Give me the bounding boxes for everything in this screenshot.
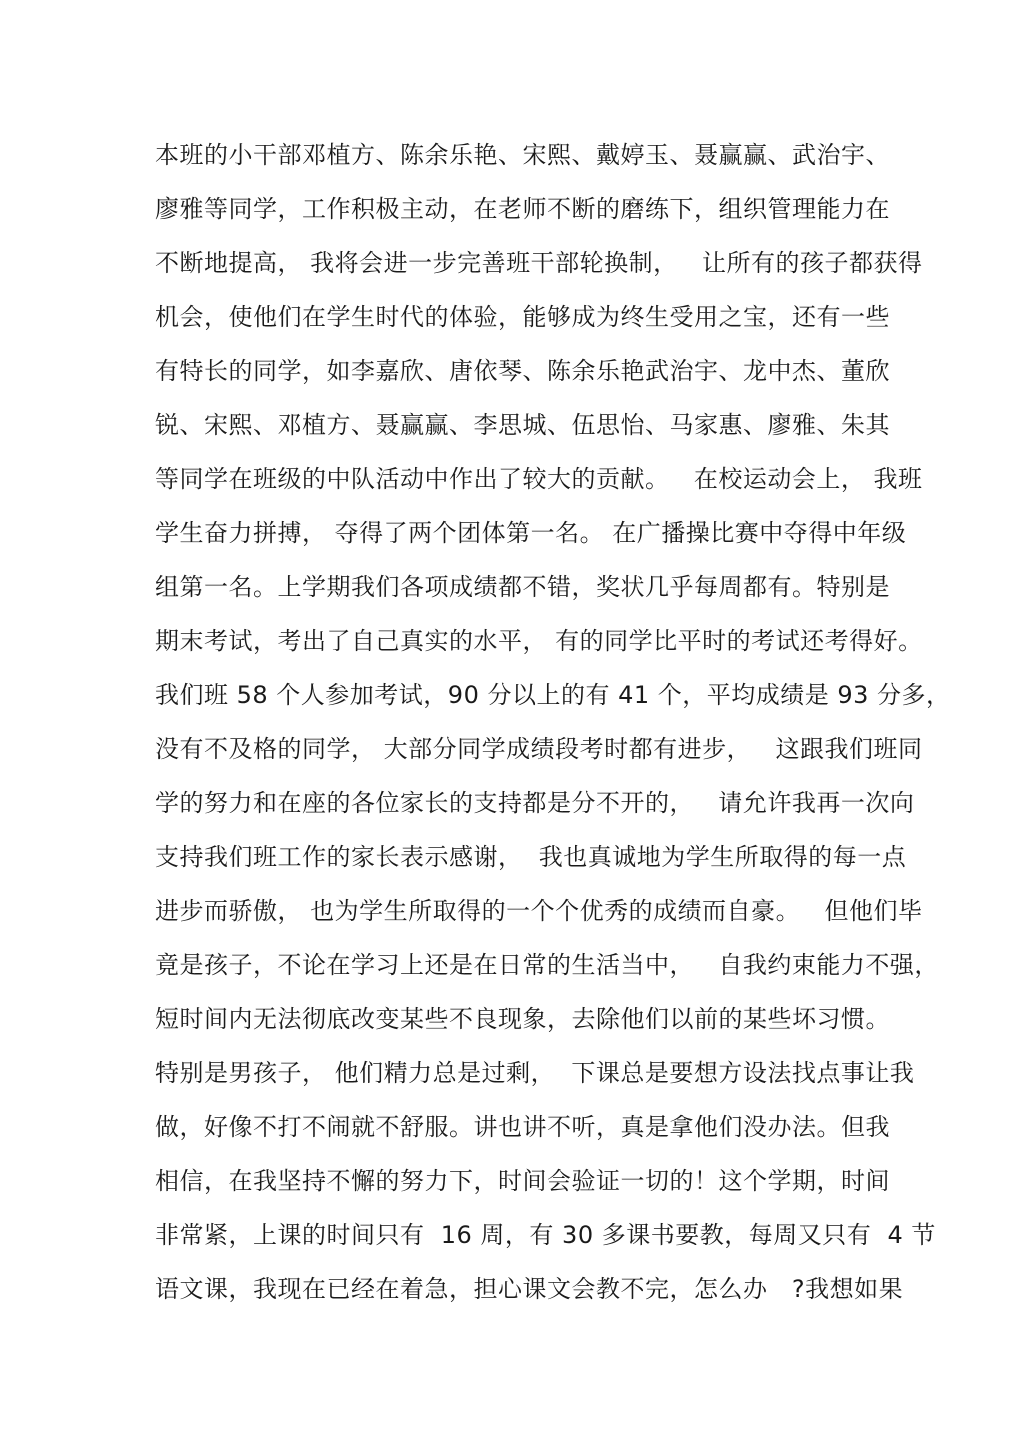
- text-line: 不断地提高， 我将会进一步完善班干部轮换制， 让所有的孩子都获得: [155, 249, 923, 277]
- text-line: 没有不及格的同学， 大部分同学成绩段考时都有进步， 这跟我们班同: [155, 735, 923, 763]
- text-line: 做，好像不打不闹就不舒服。讲也讲不听，真是拿他们没办法。但我: [155, 1113, 890, 1141]
- body-text: [155, 128, 951, 1316]
- text-line: 锐、宋熙、邓植方、聂赢赢、李思城、伍思怡、马家惠、廖雅、朱其: [155, 411, 890, 439]
- text-line: 非常紧，上课的时间只有 16 周，有 30 多课书要教，每周又只有 4 节: [155, 1221, 936, 1249]
- text-line: 短时间内无法彻底改变某些不良现象，去除他们以前的某些坏习惯。: [155, 1005, 890, 1033]
- text-line: 有特长的同学，如李嘉欣、唐依琴、陈余乐艳武治宇、龙中杰、董欣: [155, 357, 890, 385]
- text-line: 我们班 58 个人参加考试，90 分以上的有 41 个，平均成绩是 93 分多，: [155, 681, 951, 709]
- text-line: 学的努力和在座的各位家长的支持都是分不开的， 请允许我再一次向: [155, 789, 915, 817]
- text-line: 进步而骄傲， 也为学生所取得的一个个优秀的成绩而自豪。 但他们毕: [155, 897, 923, 925]
- text-line: 本班的小干部邓植方、陈余乐艳、宋熙、戴婷玉、聂赢赢、武治宇、: [155, 141, 890, 169]
- text-line: 机会，使他们在学生时代的体验，能够成为终生受用之宝，还有一些: [155, 303, 890, 331]
- text-line: 特别是男孩子， 他们精力总是过剩， 下课总是要想方设法找点事让我: [155, 1059, 915, 1087]
- text-line: 相信，在我坚持不懈的努力下，时间会验证一切的！这个学期，时间: [155, 1167, 890, 1195]
- text-line: 学生奋力拼搏， 夺得了两个团体第一名。 在广播操比赛中夺得中年级: [155, 519, 907, 547]
- text-line: 廖雅等同学，工作积极主动，在老师不断的磨练下，组织管理能力在: [155, 195, 890, 223]
- text-line: 组第一名。上学期我们各项成绩都不错，奖状几乎每周都有。特别是: [155, 573, 890, 601]
- text-line: 等同学在班级的中队活动中作出了较大的贡献。 在校运动会上， 我班: [155, 465, 923, 493]
- text-line: 期末考试，考出了自己真实的水平， 有的同学比平时的考试还考得好。: [155, 627, 923, 655]
- text-line: 支持我们班工作的家长表示感谢， 我也真诚地为学生所取得的每一点: [155, 843, 907, 871]
- text-line: 语文课，我现在已经在着急，担心课文会教不完，怎么办 ?我想如果: [155, 1275, 904, 1303]
- text-line: 竟是孩子，不论在学习上还是在日常的生活当中， 自我约束能力不强，: [155, 951, 939, 979]
